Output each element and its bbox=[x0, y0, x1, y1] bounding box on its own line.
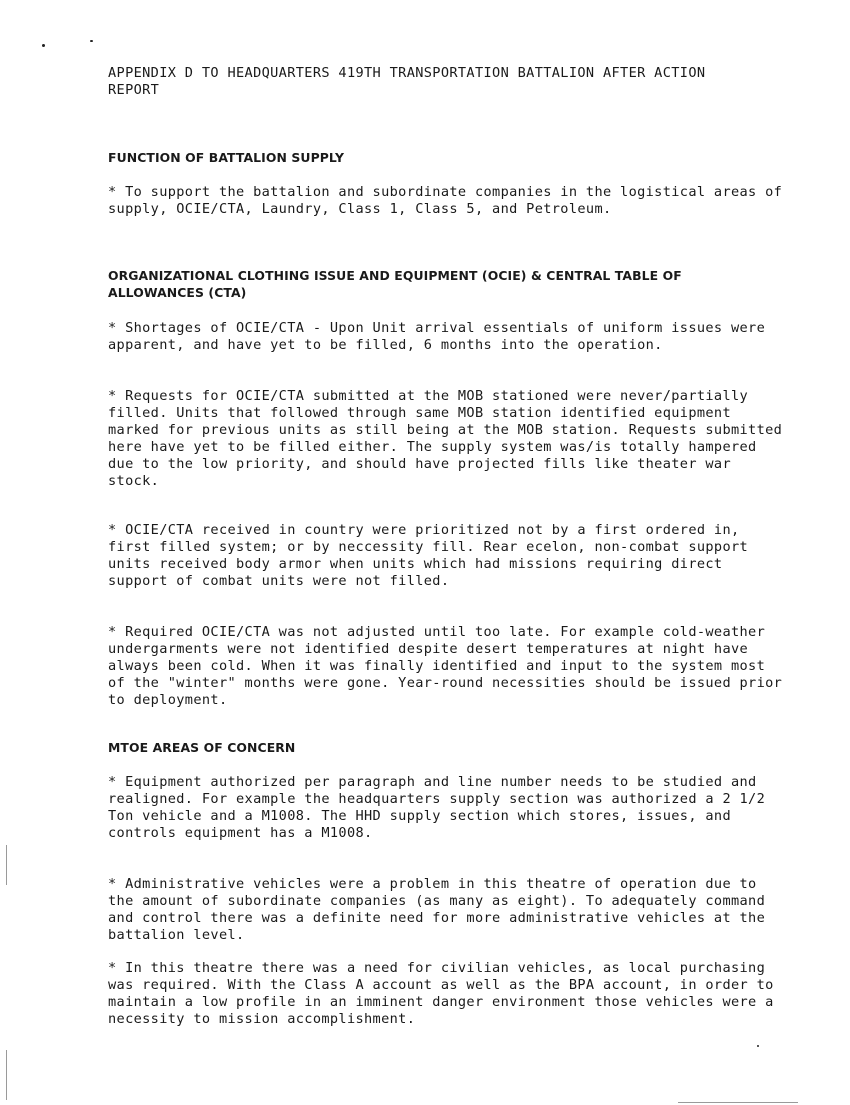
paragraph: * Equipment authorized per paragraph and line number needs to be studied and realigned. For example the headquarters supply section was authorized a 2 1/2 Ton vehicle and a M1008. The HHD supply section which stores, issues, and controls equipment has a M1008. bbox=[108, 774, 774, 841]
paragraph: * OCIE/CTA received in country were prioritized not by a first ordered in, first filled system; or by neccessity fill. Rear ecelon, non-combat support units received body armor when units which had missions requiring direct support of combat units were not filled. bbox=[108, 522, 757, 589]
section-heading-ocie: ORGANIZATIONAL CLOTHING ISSUE AND EQUIPMENT (OCIE) & CENTRAL TABLE OF ALLOWANCES (CTA) bbox=[108, 268, 687, 300]
scan-edge-mark bbox=[678, 1102, 798, 1103]
document-title: APPENDIX D TO HEADQUARTERS 419TH TRANSPORTATION BATTALION AFTER ACTION REPORT bbox=[108, 65, 714, 98]
scan-speck bbox=[90, 40, 93, 42]
section-heading-mtoe: MTOE AREAS OF CONCERN bbox=[108, 740, 296, 755]
paragraph: * Required OCIE/CTA was not adjusted until too late. For example cold-weather undergarments were not identified despite desert temperatures at night have always been cold. When it was finally identified and input to the system most of the "winter" months were gone. Year-round necessities should be issued prior to deployment. bbox=[108, 624, 791, 708]
scan-edge-mark bbox=[6, 1050, 7, 1100]
paragraph: * Shortages of OCIE/CTA - Upon Unit arrival essentials of uniform issues were apparent, and have yet to be filled, 6 months into the operation. bbox=[108, 320, 774, 353]
section-heading-function: FUNCTION OF BATTALION SUPPLY bbox=[108, 150, 345, 165]
scan-speck bbox=[757, 1045, 759, 1047]
paragraph: * Administrative vehicles were a problem in this theatre of operation due to the amount of subordinate companies (as many as eight). To adequately command and control there was a definite need for more administrative vehicles at the battalion level. bbox=[108, 876, 774, 943]
scan-speck bbox=[42, 44, 45, 47]
scan-edge-mark bbox=[6, 845, 7, 885]
paragraph: * In this theatre there was a need for civilian vehicles, as local purchasing was required. With the Class A account as well as the BPA account, in order to maintain a low profile in an imminent danger environment those vehicles were a necessity to mission accomplishment. bbox=[108, 960, 783, 1027]
paragraph: * To support the battalion and subordinate companies in the logistical areas of supply, OCIE/CTA, Laundry, Class 1, Class 5, and Petroleum. bbox=[108, 184, 791, 217]
paragraph: * Requests for OCIE/CTA submitted at the MOB stationed were never/partially filled. Units that followed through same MOB station identified equipment marked for previous units as still being at the MOB station. Requests submitted here have yet to be filled either. The supply system was/is totally hampered due to the low priority, and should have projected fills like theater war stock. bbox=[108, 388, 791, 489]
